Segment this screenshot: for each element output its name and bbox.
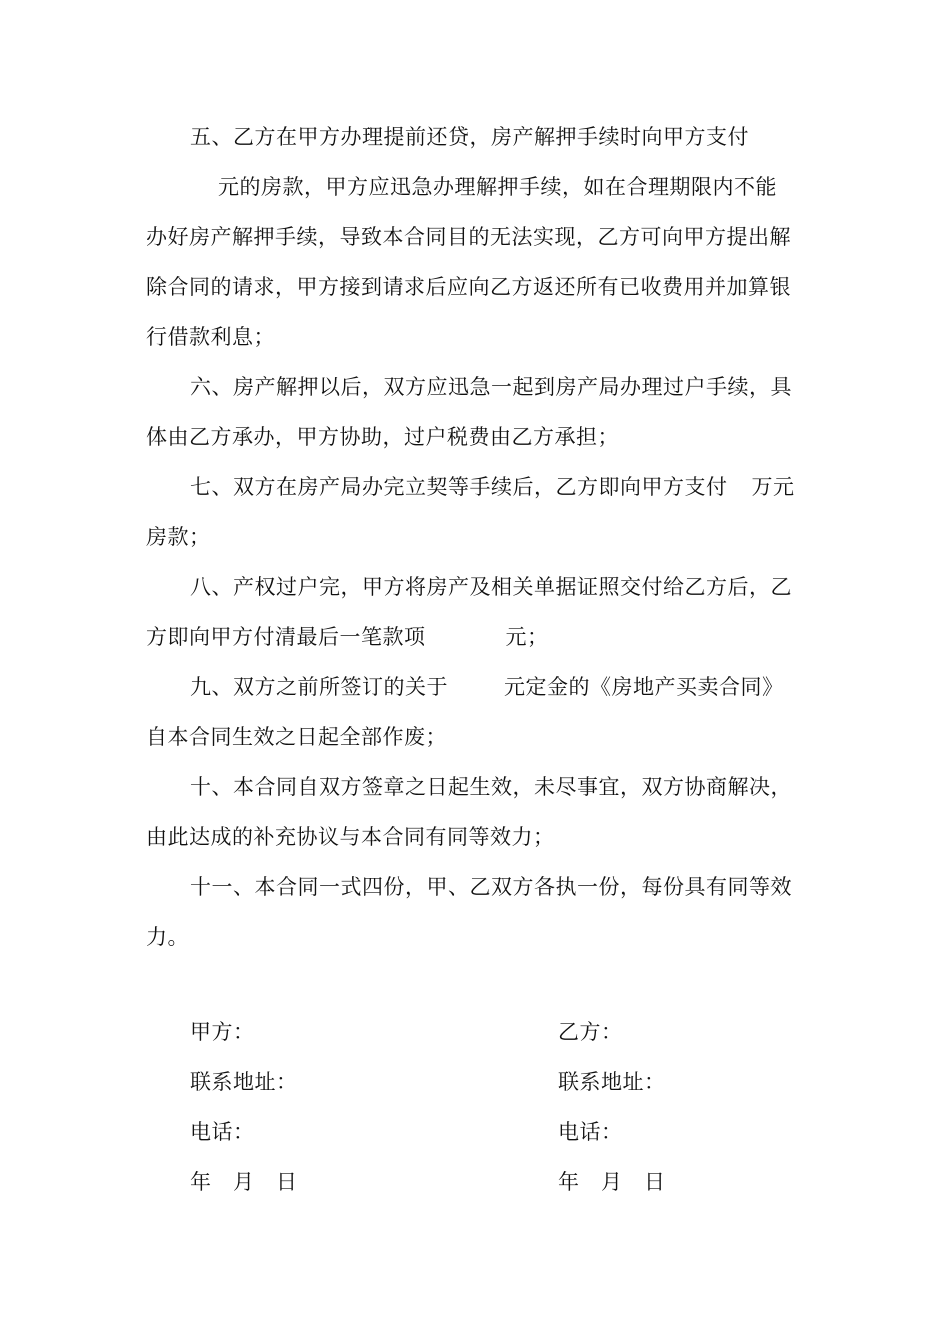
- clause-6-line-2: 体由乙方承办，甲方协助，过户税费由乙方承担；: [146, 425, 619, 449]
- party-b-label: 乙方：: [558, 1020, 623, 1044]
- clause-8-text-b: 元；: [505, 625, 549, 649]
- clause-5-line-5: 行借款利息；: [146, 325, 275, 349]
- party-a-address-label: 联系地址：: [190, 1070, 298, 1094]
- clause-7-text-a: 七、双方在房产局办完立契等手续后，乙方即向甲方支付: [190, 475, 728, 499]
- clause-6-line-1: 六、房产解押以后，双方应迅急一起到房产局办理过户手续，具: [190, 375, 792, 399]
- clause-8-text-a: 方即向甲方付清最后一笔款项: [146, 625, 426, 649]
- clause-9-line-2: 自本合同生效之日起全部作废；: [146, 725, 447, 749]
- party-b-date-label: 年 月 日: [558, 1170, 666, 1194]
- clause-10-line-1: 十、本合同自双方签章之日起生效，未尽事宜，双方协商解决，: [190, 775, 792, 799]
- clause-9-line-1: [190, 673, 784, 701]
- clause-7-line-2: 房款；: [146, 525, 211, 549]
- clause-9-text-a: 九、双方之前所签订的关于: [190, 675, 448, 699]
- clause-5-line-1: 五、乙方在甲方办理提前还贷，房产解押手续时向甲方支付: [190, 125, 749, 149]
- clause-8-line-2: [146, 623, 549, 651]
- clause-7-text-b: 万元: [751, 475, 795, 499]
- clause-7-line-1: [190, 473, 795, 501]
- party-a-label: 甲方：: [190, 1020, 255, 1044]
- clause-5-line-4: 除合同的请求，甲方接到请求后应向乙方返还所有已收费用并加算银: [146, 275, 791, 299]
- party-a-phone-label: 电话：: [190, 1120, 255, 1144]
- clause-10-line-2: 由此达成的补充协议与本合同有同等效力；: [146, 825, 555, 849]
- clause-11-line-1: 十一、本合同一式四份，甲、乙双方各执一份，每份具有同等效: [190, 875, 792, 899]
- clause-8-line-1: 八、产权过户完，甲方将房产及相关单据证照交付给乙方后，乙: [190, 575, 792, 599]
- clause-11-line-2: 力。: [146, 925, 189, 949]
- party-a-date-label: 年 月 日: [190, 1170, 298, 1194]
- party-b-phone-label: 电话：: [558, 1120, 623, 1144]
- clause-5-line-3: 办好房产解押手续，导致本合同目的无法实现，乙方可向甲方提出解: [146, 225, 791, 249]
- party-b-address-label: 联系地址：: [558, 1070, 666, 1094]
- clause-9-text-b: 元定金的《房地产买卖合同》: [504, 675, 784, 699]
- clause-5-line-2: 元的房款，甲方应迅急办理解押手续，如在合理期限内不能: [218, 175, 777, 199]
